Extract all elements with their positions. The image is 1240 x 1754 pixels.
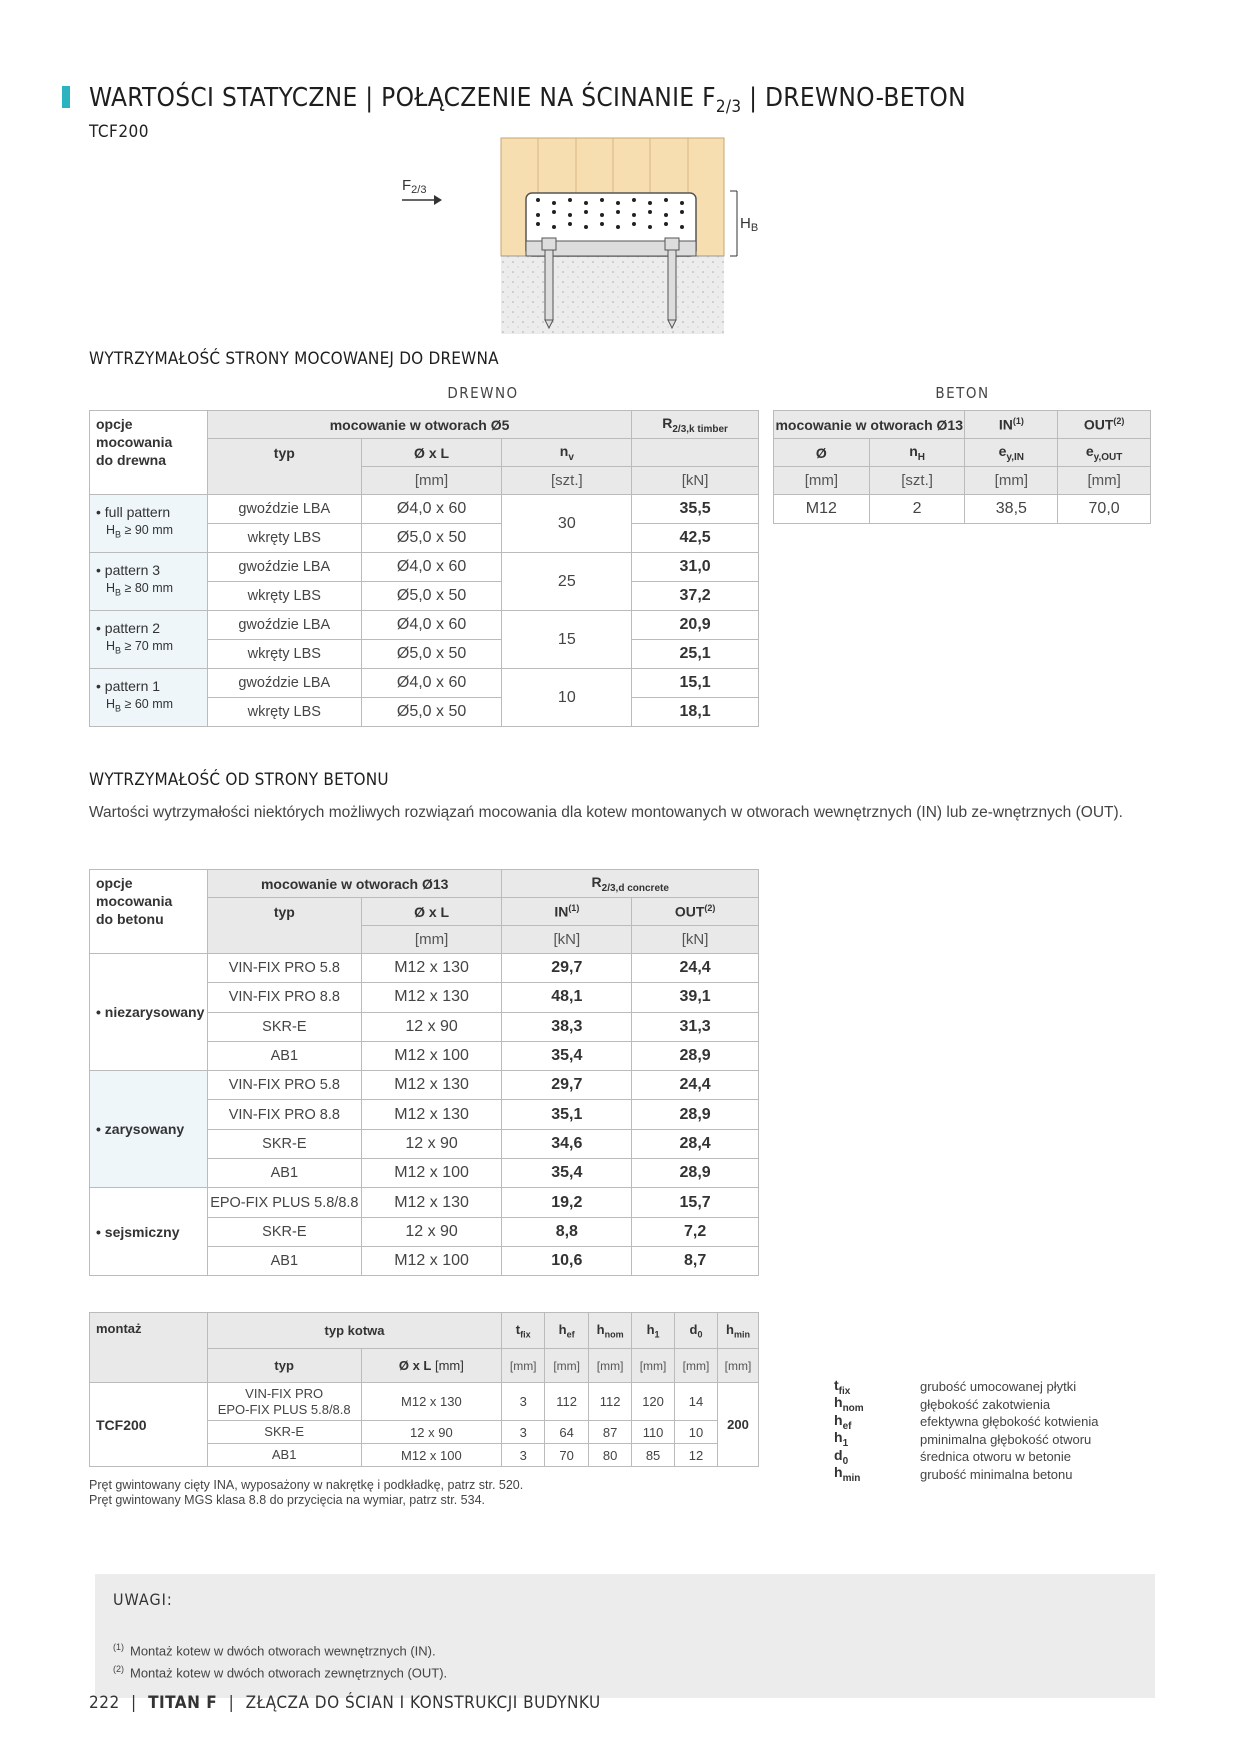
table-cell: 31,0 [632,553,759,582]
force-label: $F_{2/3}$ [402,177,427,196]
fastener-hole [536,222,540,226]
table-cell: wkręty LBS [207,524,361,553]
options-header: opcje mocowania do betonu [90,870,208,954]
oxl-header: Ø x L [mm] [361,1349,502,1383]
unit-szt: [szt.] [869,467,965,495]
table-cell: 10,6 [502,1246,632,1275]
table-cell: wkręty LBS [207,640,361,669]
table-cell: 87 [589,1421,632,1444]
out-header: OUT$^{(2)}$ [632,898,759,926]
fastener-hole [584,225,588,229]
legend-symbol: $h_{min}$ [834,1464,861,1485]
table-cell: SKR-E [207,1217,361,1246]
table-cell: 7,2 [632,1217,759,1246]
fastener-hole [552,210,556,214]
table-cell: EPO-FIX PLUS 5.8/8.8 [207,1188,361,1217]
table-cell: Ø4,0 x 60 [361,495,502,524]
legend-row [834,1431,1099,1449]
table-cell: 70 [545,1444,589,1467]
param-header: $h_{nom}$ [589,1313,632,1349]
unit-mm: [mm] [632,1349,675,1383]
unit-mm: [mm] [965,467,1058,495]
table-cell: 28,4 [632,1129,759,1158]
legend-symbol: $h_{ef}$ [834,1411,852,1432]
notes-heading: UWAGI: [113,1590,173,1609]
fastener-hole [648,201,652,205]
footer-section: ZŁĄCZA DO ŚCIAN I KONSTRUKCJI BUDYNKU [245,1693,601,1713]
section-heading-concrete: WYTRZYMAŁOŚĆ OD STRONY BETONU [89,770,389,790]
table-cell: 3 [502,1383,545,1421]
footer-brand: TITAN F [148,1693,218,1713]
height-label: $H_B$ [740,215,759,234]
table-cell: 25 [502,553,632,611]
page-number: 222 [89,1693,120,1713]
param-header: $d_0$ [675,1313,718,1349]
unit-mm: [mm] [774,467,870,495]
anchor-type: SKR-E [207,1421,361,1444]
table-cell: 10 [502,669,632,727]
fastener-hole [680,225,684,229]
footnote-notes [89,1478,523,1508]
symbol-legend [834,1378,1099,1483]
table-cell: 28,9 [632,1041,759,1070]
fastener-hole [632,222,636,226]
legend-text: efektywna głębokość kotwienia [920,1414,1099,1430]
product-label: TCF200 [90,1383,208,1467]
note-1: $^{(1)}$ Montaż kotew w dwóch otworach wewnętrznych (IN). [113,1642,436,1659]
r-concrete-header: $R_{2/3,d concrete}$ [502,870,759,898]
table-cell: Ø5,0 x 50 [361,698,502,727]
table-cell: M12 x 130 [361,954,502,983]
table-cell: gwoździe LBA [207,611,361,640]
legend-symbol: $t_{fix}$ [834,1376,851,1397]
legend-row [834,1448,1099,1466]
fastener-hole [552,225,556,229]
unit-mm: [mm] [502,1349,545,1383]
table-row [90,1383,759,1421]
fastener-hole [568,213,572,217]
table-cell: 28,9 [632,1159,759,1188]
options-header: opcje mocowania do drewna [90,411,208,495]
unit-kn: [kN] [502,926,632,954]
table-cell: gwoździe LBA [207,669,361,698]
legend-row [834,1378,1099,1396]
table-cell: 18,1 [632,698,759,727]
ey-out-header: $e_{y,OUT}$ [1058,439,1151,467]
unit-mm: [mm] [717,1349,758,1383]
table-cell: M12 x 130 [361,1100,502,1129]
fix13-header: mocowanie w otworach Ø13 [774,411,965,439]
table-cell: 34,6 [502,1129,632,1158]
typ-header: typ [207,1349,361,1383]
section-paragraph: Wartości wytrzymałości niektórych możliwych rozwiązań mocowania dla kotew montowanych w otworach wewnętrznych (IN) lub ze-wnętrznych (OUT). [89,804,1123,821]
table-cell: M12 x 130 [361,983,502,1012]
table-row [90,669,759,698]
table-cell: gwoździe LBA [207,553,361,582]
table-cell: AB1 [207,1246,361,1275]
legend-text: grubość umocowanej płytki [920,1379,1077,1395]
table-cell: gwoździe LBA [207,495,361,524]
table-cell: VIN-FIX PRO 8.8 [207,983,361,1012]
note-2: $^{(2)}$ Montaż kotew w dwóch otworach zewnętrznych (OUT). [113,1664,448,1681]
page-title: WARTOŚCI STATYCZNE | POŁĄCZENIE NA ŚCINANIE $F_{2/3}$ | DREWNO-BETON [89,83,966,118]
fastener-hole [664,222,668,226]
unit-mm: [mm] [545,1349,589,1383]
table-cell: wkręty LBS [207,698,361,727]
table-cell: 42,5 [632,524,759,553]
diameter-header: Ø [774,439,870,467]
legend-symbol: $h_1$ [834,1429,849,1450]
fastener-hole [616,201,620,205]
table-cell: SKR-E [207,1129,361,1158]
legend-symbol: $d_0$ [834,1446,849,1467]
table-cell: 35,4 [502,1159,632,1188]
table-row [90,870,759,898]
pattern-label: • pattern 1 $H_B \ge 60$ mm [90,669,208,727]
table-row [90,611,759,640]
table-cell: 19,2 [502,1188,632,1217]
legend-text: głębokość zakotwienia [920,1396,1051,1412]
table-row [90,1071,759,1100]
hmin-value: 200 [717,1383,758,1467]
table-cell: 8,8 [502,1217,632,1246]
fastener-hole [648,225,652,229]
table-cell: 12 x 90 [361,1129,502,1158]
fastener-hole [584,201,588,205]
wood-strength-table [89,410,759,727]
table-row [90,1188,759,1217]
table-cell: M12 x 100 [361,1041,502,1070]
table-cell: 38,5 [965,495,1058,524]
table-row [90,411,759,439]
table-cell: 31,3 [632,1012,759,1041]
fastener-hole [664,198,668,202]
montaz-header: montaż [90,1313,208,1383]
unit-szt: [szt.] [502,467,632,495]
fastener-hole [600,213,604,217]
nh-header: $n_H$ [869,439,965,467]
legend-row [834,1396,1099,1414]
legend-row [834,1413,1099,1431]
table-cell: 120 [632,1383,675,1421]
fastener-hole [536,213,540,217]
table-cell: Ø5,0 x 50 [361,582,502,611]
fastener-hole [616,225,620,229]
table-cell: M12 x 130 [361,1383,502,1421]
table-cell: VIN-FIX PRO 5.8 [207,954,361,983]
fastener-hole [584,210,588,214]
fastener-hole [632,213,636,217]
table-cell: 37,2 [632,582,759,611]
table-cell: AB1 [207,1159,361,1188]
in-header: IN$^{(1)}$ [965,411,1058,439]
fastener-hole [680,201,684,205]
unit-kn: [kN] [632,467,759,495]
group-label: • zarysowany [90,1071,208,1188]
table-cell: 12 x 90 [361,1217,502,1246]
table-cell: AB1 [207,1041,361,1070]
table-cell: 12 x 90 [361,1012,502,1041]
table-cell: Ø5,0 x 50 [361,524,502,553]
table-row [90,1313,759,1349]
legend-text: grubość minimalna betonu [920,1466,1073,1482]
group-label-concrete: BETON [935,384,990,402]
table-row [90,495,759,524]
param-header: $h_{ef}$ [545,1313,589,1349]
group-label: • niezarysowany [90,954,208,1071]
table-cell: 14 [675,1383,718,1421]
table-cell: M12 x 130 [361,1071,502,1100]
in-header: IN$^{(1)}$ [502,898,632,926]
fastener-hole [536,198,540,202]
fix13-header: mocowanie w otworach Ø13 [207,870,501,898]
pattern-label: • pattern 2 $H_B \ge 70$ mm [90,611,208,669]
table-cell: 28,9 [632,1100,759,1129]
table-row [90,954,759,983]
section-heading-wood: WYTRZYMAŁOŚĆ STRONY MOCOWANEJ DO DREWNA [89,349,499,369]
unit-mm: [mm] [361,926,502,954]
fastener-hole [600,198,604,202]
r-timber-header: $R_{2/3,k timber}$ [632,411,759,439]
table-cell: VIN-FIX PRO 8.8 [207,1100,361,1129]
table-cell: M12 x 100 [361,1444,502,1467]
table-cell: 35,5 [632,495,759,524]
table-cell: 80 [589,1444,632,1467]
table-cell: M12 x 100 [361,1246,502,1275]
out-header: OUT$^{(2)}$ [1058,411,1151,439]
table-row [90,553,759,582]
unit-mm: [mm] [361,467,502,495]
table-cell: 25,1 [632,640,759,669]
blank-header [632,439,759,467]
table-cell: 70,0 [1058,495,1151,524]
table-cell: 15,1 [632,669,759,698]
table-cell: 64 [545,1421,589,1444]
fastener-hole [680,210,684,214]
fastener-hole [568,198,572,202]
note-line: Pręt gwintowany cięty INA, wyposażony w nakrętkę i podkładkę, patrz str. 520. [89,1478,524,1492]
table-cell: 8,7 [632,1246,759,1275]
fastener-hole [664,213,668,217]
legend-symbol: $h_{nom}$ [834,1394,864,1415]
title-accent-bar [62,86,70,108]
table-cell: 112 [545,1383,589,1421]
unit-mm: [mm] [1058,467,1151,495]
fix5-header: mocowanie w otworach Ø5 [207,411,631,439]
table-cell: M12 x 100 [361,1159,502,1188]
table-cell: 3 [502,1421,545,1444]
unit-mm: [mm] [589,1349,632,1383]
param-header: $h_1$ [632,1313,675,1349]
table-cell: 29,7 [502,1071,632,1100]
typ-kotwa-header: typ kotwa [207,1313,501,1349]
legend-row [834,1466,1099,1484]
table-cell: 15,7 [632,1188,759,1217]
table-cell: 30 [502,495,632,553]
fastener-hole [616,210,620,214]
table-cell: 112 [589,1383,632,1421]
table-cell: 110 [632,1421,675,1444]
table-cell: 15 [502,611,632,669]
product-code: TCF200 [89,122,150,142]
fastener-hole [632,198,636,202]
notes-box [95,1574,1155,1698]
anchor-type: AB1 [207,1444,361,1467]
table-cell: 24,4 [632,954,759,983]
table-cell: 35,4 [502,1041,632,1070]
typ-header: typ [207,898,361,954]
table-cell: M12 [774,495,870,524]
concrete-strength-table [89,869,759,1276]
fastener-hole [568,222,572,226]
table-cell: 3 [502,1444,545,1467]
group-label-wood: DREWNO [447,384,519,402]
fastener-hole [600,222,604,226]
table-cell: wkręty LBS [207,582,361,611]
fastener-hole [648,210,652,214]
table-cell: 48,1 [502,983,632,1012]
group-label: • sejsmiczny [90,1188,208,1276]
unit-kn: [kN] [632,926,759,954]
ey-in-header: $e_{y,IN}$ [965,439,1058,467]
legend-text: pminimalna głębokość otworu [920,1431,1092,1447]
anchor-type: VIN-FIX PRO EPO-FIX PLUS 5.8/8.8 [207,1383,361,1421]
table-cell: 85 [632,1444,675,1467]
table-cell: 10 [675,1421,718,1444]
table-cell: 29,7 [502,954,632,983]
table-cell: Ø4,0 x 60 [361,553,502,582]
table-cell: Ø4,0 x 60 [361,669,502,698]
legend-text: średnica otworu w betonie [920,1449,1072,1465]
table-cell: M12 x 130 [361,1188,502,1217]
nv-header: $n_v$ [502,439,632,467]
oxl-header: Ø x L [361,898,502,926]
installation-table [89,1312,759,1467]
page-footer: 222 | TITAN F | ZŁĄCZA DO ŚCIAN I KONSTRUKCJI BUDYNKU [89,1693,601,1713]
table-cell: 12 [675,1444,718,1467]
pattern-label: • pattern 3 $H_B \ge 80$ mm [90,553,208,611]
oxl-header: Ø x L [361,439,502,467]
table-cell: 12 x 90 [361,1421,502,1444]
table-cell: SKR-E [207,1012,361,1041]
table-cell: Ø4,0 x 60 [361,611,502,640]
table-cell: 2 [869,495,965,524]
table-cell: 38,3 [502,1012,632,1041]
table-cell: 35,1 [502,1100,632,1129]
unit-mm: [mm] [675,1349,718,1383]
param-header: $t_{fix}$ [502,1313,545,1349]
fastener-hole [552,201,556,205]
table-cell: Ø5,0 x 50 [361,640,502,669]
connection-diagram [402,138,759,334]
table-cell: 24,4 [632,1071,759,1100]
table-cell: VIN-FIX PRO 5.8 [207,1071,361,1100]
concrete-anchor-table [773,410,1151,524]
typ-header: typ [207,439,361,495]
pattern-label: • full pattern $H_B \ge 90$ mm [90,495,208,553]
table-cell: 39,1 [632,983,759,1012]
table-cell: 20,9 [632,611,759,640]
param-header: $h_{min}$ [717,1313,758,1349]
note-line: Pręt gwintowany MGS klasa 8.8 do przycięcia na wymiar, patrz str. 534. [89,1493,486,1507]
